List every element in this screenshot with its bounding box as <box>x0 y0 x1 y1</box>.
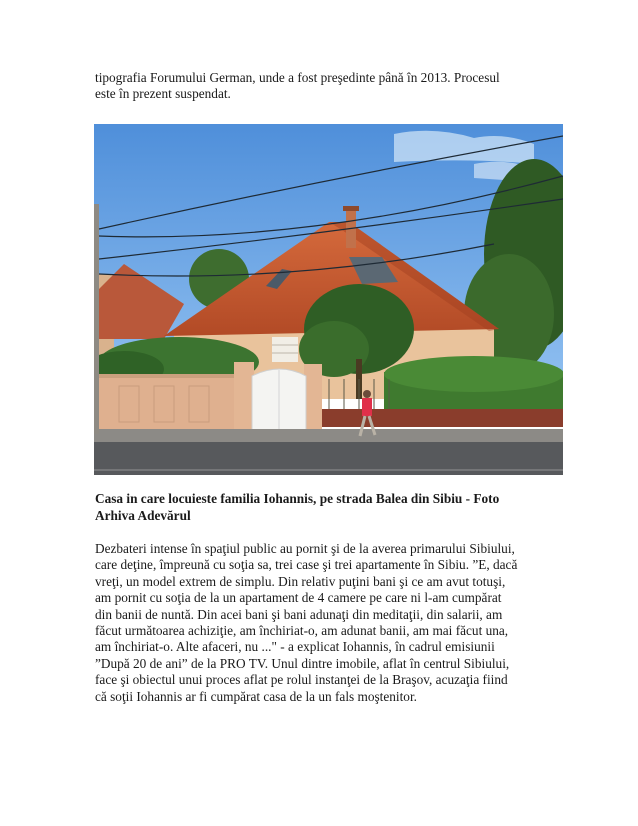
caption-line: Casa in care locuieste familia Iohannis, pe strada Balea din Sibiu - Foto <box>95 491 500 506</box>
photo-caption <box>95 491 565 524</box>
text-line: Dezbateri intense în spaţiul public au pornit şi de la averea primarului Sibiului, <box>95 541 515 556</box>
text-line: am pornit cu soţia de la un apartament de 4 camere pe care ni l-am cumpărat <box>95 590 502 606</box>
text-line: vreţi, un model extrem de simplu. Din relativ puţini bani şi ce am avut totuşi, <box>95 573 506 589</box>
text-line: este în prezent suspendat. <box>95 86 231 102</box>
house-photo-drawing <box>94 124 563 475</box>
text-line: că soţii Iohannis ar fi cumpărat casa de la un fals moştenitor. <box>95 688 417 704</box>
body-paragraph <box>95 541 565 705</box>
text-line: face şi obiectul unui proces aflat pe rolul instanţei de la Braşov, acuzaţia fiind <box>95 672 508 688</box>
text-line: făcut următoarea achiziţie, am închiriat-o, am adunat banii, am mai făcut una, <box>95 623 509 639</box>
text-line: din banii de nuntă. Din acei bani şi bani adunaţi din meditaţii, din salarii, am <box>95 606 503 622</box>
text-line: am închiriat-o. Alte afaceri, nu ..." - a explicat Iohannis, în cadrul emisiunii <box>95 639 495 655</box>
text-line: care deţine, împreună cu soţia sa, trei case şi trei apartamente în Sibiu. ”E, dacă <box>95 557 518 573</box>
house-photo <box>94 124 563 475</box>
text-line: tipografia Forumului German, unde a fost preşedinte până în 2013. Procesul <box>95 70 500 85</box>
sidewalk <box>94 429 563 444</box>
utility-pole <box>94 204 99 434</box>
text-line: ”După 20 de ani” de la PRO TV. Unul dintre imobile, aflat în centrul Sibiului, <box>95 655 510 671</box>
house-window <box>272 337 298 362</box>
caption-line: Arhiva Adevărul <box>95 507 191 523</box>
intro-paragraph <box>95 70 565 103</box>
